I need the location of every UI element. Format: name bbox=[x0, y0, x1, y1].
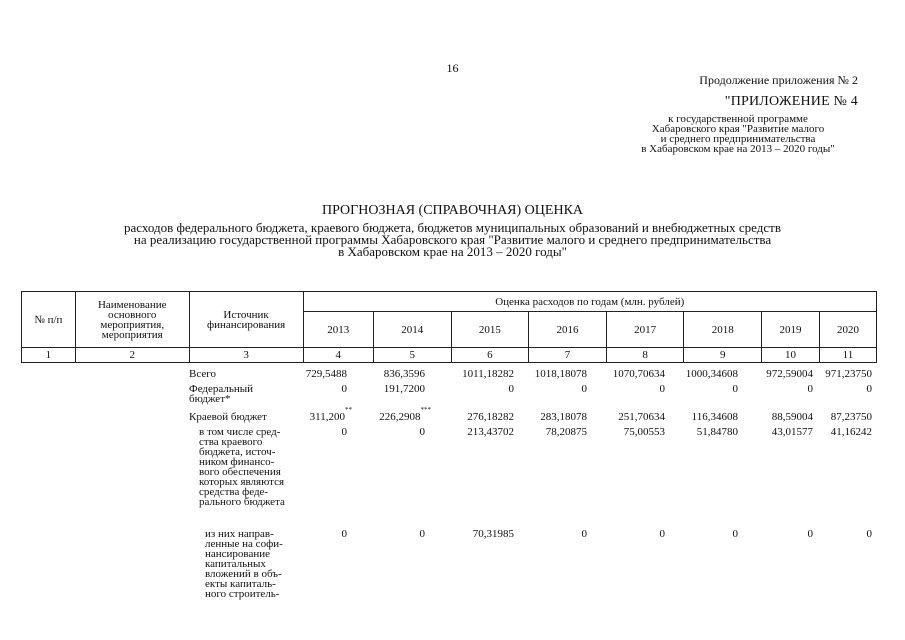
value-cell: 0 bbox=[341, 383, 347, 395]
column-number: 3 bbox=[189, 348, 303, 363]
value-cell: 1011,18282 bbox=[462, 368, 514, 380]
value-cell bbox=[309, 406, 352, 423]
value-cell: 276,18282 bbox=[467, 411, 514, 423]
value-cell: 0 bbox=[581, 528, 587, 540]
continuation-label: Продолжение приложения № 2 bbox=[699, 73, 858, 87]
value-text: 311,200 bbox=[309, 411, 345, 423]
source-cell: Краевой бюджет bbox=[189, 411, 267, 423]
header-year: 2019 bbox=[762, 312, 820, 348]
header-year: 2013 bbox=[303, 312, 373, 348]
value-cell: 0 bbox=[581, 383, 587, 395]
value-cell: 0 bbox=[866, 528, 872, 540]
column-number: 4 bbox=[303, 348, 373, 363]
subtitle-line: на реализацию государственной программы Хабаровского края "Развитие малого и среднего предпринимательства bbox=[133, 232, 772, 247]
header-year: 2014 bbox=[373, 312, 451, 348]
subtitle-line: в Хабаровском крае на 2013 – 2020 годы" bbox=[338, 244, 567, 259]
value-cell: 1070,70634 bbox=[612, 368, 665, 380]
value-cell: 70,31985 bbox=[472, 528, 514, 540]
header-year: 2017 bbox=[606, 312, 684, 348]
value-cell: 41,16242 bbox=[830, 426, 872, 438]
value-cell: 0 bbox=[807, 383, 813, 395]
value-cell: 971,23750 bbox=[825, 368, 872, 380]
column-number: 6 bbox=[451, 348, 529, 363]
appendix-subtitle-line: Хабаровского края "Развитие малого bbox=[651, 123, 825, 135]
value-cell: 283,18078 bbox=[540, 411, 587, 423]
value-cell: 0 bbox=[419, 426, 425, 438]
document-subtitle bbox=[0, 222, 905, 258]
estimate-table-header bbox=[21, 291, 877, 363]
value-cell: 0 bbox=[866, 383, 872, 395]
column-number: 10 bbox=[762, 348, 820, 363]
source-cell: из них направ- ленные на софи- нансирование капитальных вложений в объ- екты капиталь- ного строитель- bbox=[205, 528, 283, 600]
value-cell: 0 bbox=[807, 528, 813, 540]
value-cell: 836,3596 bbox=[383, 368, 425, 380]
header-source: Источник финансирования bbox=[189, 292, 303, 348]
page-number: 16 bbox=[446, 61, 459, 75]
footnote-mark: ** bbox=[345, 406, 352, 415]
value-text: 226,2908 bbox=[379, 411, 421, 423]
value-cell: 0 bbox=[732, 383, 738, 395]
header-year: 2016 bbox=[529, 312, 607, 348]
source-cell: Федеральный бюджет* bbox=[189, 383, 254, 405]
source-cell: Всего bbox=[189, 368, 216, 380]
value-cell: 88,59004 bbox=[771, 411, 813, 423]
value-cell: 191,7200 bbox=[383, 383, 425, 395]
column-number: 8 bbox=[606, 348, 684, 363]
value-cell: 0 bbox=[341, 426, 347, 438]
appendix-title: "ПРИЛОЖЕНИЕ № 4 bbox=[724, 94, 858, 109]
value-cell: 1000,34608 bbox=[685, 368, 738, 380]
value-cell bbox=[379, 406, 431, 423]
value-cell: 87,23750 bbox=[830, 411, 872, 423]
source-cell: в том числе сред- ства краевого бюджета, источ- ником финансо- вого обеспечения которых являются средства феде- рального бюджета bbox=[199, 426, 285, 508]
value-cell: 51,84780 bbox=[696, 426, 738, 438]
header-year: 2015 bbox=[451, 312, 529, 348]
document-title: ПРОГНОЗНАЯ (СПРАВОЧНАЯ) ОЦЕНКА bbox=[321, 203, 584, 218]
appendix-subtitle-line: и среднего предпринимательства bbox=[660, 133, 816, 145]
value-cell: 0 bbox=[419, 528, 425, 540]
value-cell: 729,5488 bbox=[305, 368, 347, 380]
value-cell: 972,59004 bbox=[766, 368, 813, 380]
column-number: 7 bbox=[529, 348, 607, 363]
appendix-subtitle-line: к государственной программе bbox=[668, 113, 808, 125]
column-number: 2 bbox=[75, 348, 189, 363]
column-number: 5 bbox=[373, 348, 451, 363]
column-number: 11 bbox=[819, 348, 876, 363]
header-year: 2018 bbox=[684, 312, 762, 348]
value-cell: 0 bbox=[508, 383, 514, 395]
column-number: 9 bbox=[684, 348, 762, 363]
footnote-mark: *** bbox=[420, 406, 431, 415]
header-estimate: Оценка расходов по годам (млн. рублей) bbox=[303, 292, 877, 312]
value-cell: 43,01577 bbox=[771, 426, 813, 438]
value-cell: 75,00553 bbox=[623, 426, 665, 438]
appendix-subtitle-line: в Хабаровском крае на 2013 – 2020 годы" bbox=[641, 143, 835, 155]
header-year: 2020 bbox=[819, 312, 876, 348]
value-cell: 0 bbox=[732, 528, 738, 540]
value-cell: 0 bbox=[659, 528, 665, 540]
value-cell: 251,70634 bbox=[618, 411, 665, 423]
header-name: Наименование основного мероприятия, мероприятия bbox=[75, 292, 189, 348]
value-cell: 116,34608 bbox=[691, 411, 738, 423]
column-number: 1 bbox=[22, 348, 76, 363]
appendix-subtitle bbox=[618, 114, 858, 154]
value-cell: 0 bbox=[659, 383, 665, 395]
value-cell: 78,20875 bbox=[545, 426, 587, 438]
subtitle-line: расходов федерального бюджета, краевого бюджета, бюджетов муниципальных образований и внебюджетных средств bbox=[124, 220, 781, 235]
value-cell: 213,43702 bbox=[467, 426, 514, 438]
value-cell: 1018,18078 bbox=[534, 368, 587, 380]
value-cell: 0 bbox=[341, 528, 347, 540]
header-no: № п/п bbox=[22, 292, 76, 348]
